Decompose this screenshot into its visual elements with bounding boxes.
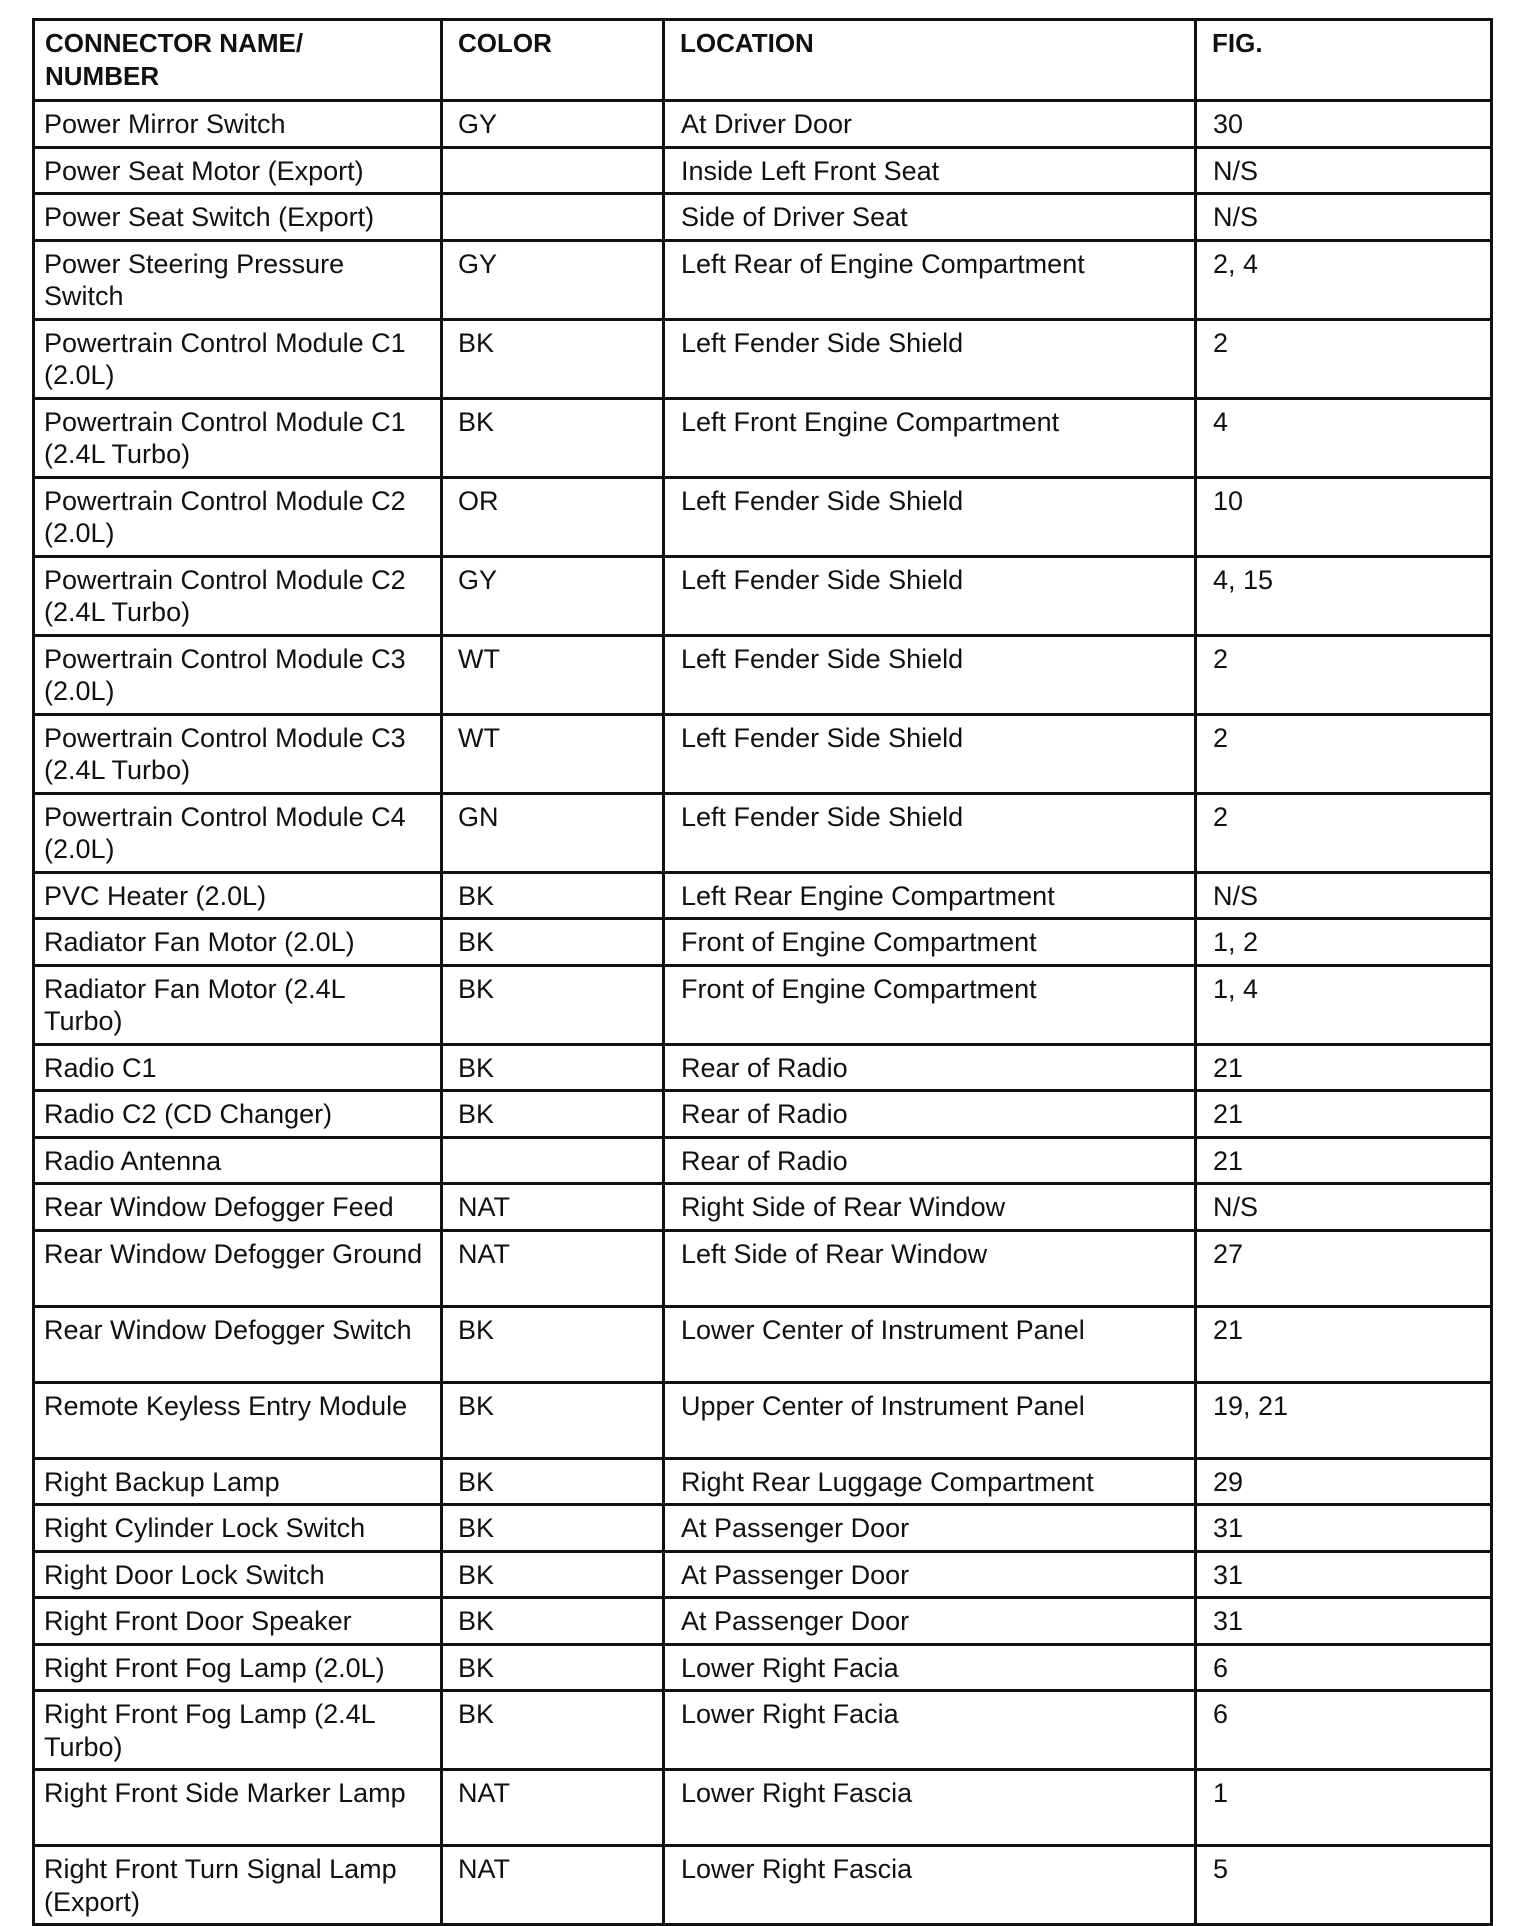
table-row — [34, 965, 1492, 1044]
cell-fig: 19, 21 — [1196, 1382, 1492, 1458]
cell-color: WT — [442, 714, 664, 793]
connector-table — [32, 18, 1493, 1926]
cell-color: BK — [442, 398, 664, 477]
cell-color: BK — [442, 1458, 664, 1505]
cell-fig: 4, 15 — [1196, 556, 1492, 635]
table-row — [34, 1230, 1492, 1306]
cell-color: GY — [442, 240, 664, 319]
table-row — [34, 477, 1492, 556]
cell-connector-name: Right Front Fog Lamp (2.0L) — [34, 1644, 442, 1691]
cell-location: Left Side of Rear Window — [664, 1230, 1196, 1306]
cell-fig: 1, 4 — [1196, 965, 1492, 1044]
cell-location: Front of Engine Compartment — [664, 919, 1196, 966]
cell-fig: 4 — [1196, 398, 1492, 477]
table-row — [34, 1306, 1492, 1382]
cell-connector-name: Rear Window Defogger Feed — [34, 1184, 442, 1231]
cell-location: Left Front Engine Compartment — [664, 398, 1196, 477]
cell-fig: 5 — [1196, 1846, 1492, 1925]
cell-fig: 1 — [1196, 1770, 1492, 1846]
table-row — [34, 1505, 1492, 1552]
cell-location: Lower Right Facia — [664, 1644, 1196, 1691]
table-row — [34, 240, 1492, 319]
cell-fig: 6 — [1196, 1691, 1492, 1770]
cell-location: At Passenger Door — [664, 1551, 1196, 1598]
cell-location: Left Fender Side Shield — [664, 714, 1196, 793]
table-row — [34, 1846, 1492, 1925]
table-row — [34, 872, 1492, 919]
cell-connector-name: Power Steering Pressure Switch — [34, 240, 442, 319]
cell-fig: 2 — [1196, 714, 1492, 793]
cell-connector-name: Rear Window Defogger Switch — [34, 1306, 442, 1382]
cell-color: BK — [442, 965, 664, 1044]
cell-connector-name: Powertrain Control Module C3 (2.0L) — [34, 635, 442, 714]
cell-color — [442, 147, 664, 194]
cell-connector-name: Remote Keyless Entry Module — [34, 1382, 442, 1458]
table-row — [34, 635, 1492, 714]
cell-location: Front of Engine Compartment — [664, 965, 1196, 1044]
header-location: LOCATION — [664, 20, 1196, 101]
cell-color — [442, 1137, 664, 1184]
table-row — [34, 1644, 1492, 1691]
cell-connector-name: Powertrain Control Module C3 (2.4L Turbo) — [34, 714, 442, 793]
table-row — [34, 1458, 1492, 1505]
table-row — [34, 793, 1492, 872]
header-fig: FIG. — [1196, 20, 1492, 101]
cell-fig: 21 — [1196, 1137, 1492, 1184]
cell-location: Inside Left Front Seat — [664, 147, 1196, 194]
cell-location: Left Fender Side Shield — [664, 635, 1196, 714]
cell-fig: 1, 2 — [1196, 919, 1492, 966]
cell-connector-name: Right Front Fog Lamp (2.4L Turbo) — [34, 1691, 442, 1770]
cell-fig: N/S — [1196, 872, 1492, 919]
cell-connector-name: Right Backup Lamp — [34, 1458, 442, 1505]
cell-connector-name: Right Front Side Marker Lamp — [34, 1770, 442, 1846]
cell-connector-name: Radiator Fan Motor (2.0L) — [34, 919, 442, 966]
cell-color: BK — [442, 1644, 664, 1691]
cell-connector-name: Powertrain Control Module C2 (2.4L Turbo) — [34, 556, 442, 635]
table-body — [34, 101, 1492, 1925]
cell-color: NAT — [442, 1846, 664, 1925]
table-row — [34, 1691, 1492, 1770]
cell-color: WT — [442, 635, 664, 714]
table-row — [34, 398, 1492, 477]
cell-fig: 21 — [1196, 1044, 1492, 1091]
header-row — [34, 20, 1492, 101]
header-connector-name: CONNECTOR NAME/ NUMBER — [34, 20, 442, 101]
table-header — [34, 20, 1492, 101]
cell-fig: 2 — [1196, 635, 1492, 714]
cell-location: Lower Right Fascia — [664, 1846, 1196, 1925]
cell-fig: 31 — [1196, 1551, 1492, 1598]
cell-fig: 2 — [1196, 319, 1492, 398]
table-row — [34, 319, 1492, 398]
cell-color: NAT — [442, 1770, 664, 1846]
header-color: COLOR — [442, 20, 664, 101]
cell-fig: 29 — [1196, 1458, 1492, 1505]
cell-location: At Passenger Door — [664, 1505, 1196, 1552]
table-row — [34, 1137, 1492, 1184]
table-row — [34, 1044, 1492, 1091]
cell-fig: 21 — [1196, 1091, 1492, 1138]
cell-connector-name: Right Door Lock Switch — [34, 1551, 442, 1598]
cell-fig: 10 — [1196, 477, 1492, 556]
table-row — [34, 147, 1492, 194]
cell-location: Lower Center of Instrument Panel — [664, 1306, 1196, 1382]
cell-connector-name: Rear Window Defogger Ground — [34, 1230, 442, 1306]
cell-fig: N/S — [1196, 147, 1492, 194]
table-row — [34, 194, 1492, 241]
cell-location: Left Fender Side Shield — [664, 556, 1196, 635]
table-row — [34, 1770, 1492, 1846]
table-row — [34, 101, 1492, 148]
cell-fig: 31 — [1196, 1505, 1492, 1552]
cell-location: Side of Driver Seat — [664, 194, 1196, 241]
cell-color: BK — [442, 1044, 664, 1091]
cell-color: BK — [442, 1598, 664, 1645]
cell-color: GN — [442, 793, 664, 872]
table-row — [34, 1598, 1492, 1645]
cell-fig: 2, 4 — [1196, 240, 1492, 319]
cell-location: Rear of Radio — [664, 1137, 1196, 1184]
cell-location: Right Rear Luggage Compartment — [664, 1458, 1196, 1505]
cell-location: Lower Right Fascia — [664, 1770, 1196, 1846]
cell-connector-name: Power Mirror Switch — [34, 101, 442, 148]
cell-location: Left Fender Side Shield — [664, 793, 1196, 872]
cell-color: NAT — [442, 1184, 664, 1231]
table-row — [34, 1382, 1492, 1458]
cell-connector-name: Right Front Door Speaker — [34, 1598, 442, 1645]
cell-fig: 6 — [1196, 1644, 1492, 1691]
cell-color: BK — [442, 872, 664, 919]
cell-color: BK — [442, 1382, 664, 1458]
cell-connector-name: Power Seat Motor (Export) — [34, 147, 442, 194]
cell-color: BK — [442, 1505, 664, 1552]
cell-fig: 31 — [1196, 1598, 1492, 1645]
cell-location: Rear of Radio — [664, 1091, 1196, 1138]
cell-location: Right Side of Rear Window — [664, 1184, 1196, 1231]
table-row — [34, 714, 1492, 793]
cell-connector-name: Powertrain Control Module C4 (2.0L) — [34, 793, 442, 872]
cell-connector-name: Right Cylinder Lock Switch — [34, 1505, 442, 1552]
cell-fig: 30 — [1196, 101, 1492, 148]
table-row — [34, 919, 1492, 966]
cell-location: Left Fender Side Shield — [664, 477, 1196, 556]
cell-color: BK — [442, 1551, 664, 1598]
cell-connector-name: Powertrain Control Module C1 (2.4L Turbo) — [34, 398, 442, 477]
cell-color: BK — [442, 1306, 664, 1382]
cell-fig: 21 — [1196, 1306, 1492, 1382]
cell-connector-name: Powertrain Control Module C1 (2.0L) — [34, 319, 442, 398]
cell-color: GY — [442, 101, 664, 148]
cell-color: BK — [442, 1091, 664, 1138]
cell-fig: 2 — [1196, 793, 1492, 872]
cell-connector-name: Power Seat Switch (Export) — [34, 194, 442, 241]
cell-location: Left Rear of Engine Compartment — [664, 240, 1196, 319]
cell-connector-name: Radio C1 — [34, 1044, 442, 1091]
table-row — [34, 1184, 1492, 1231]
cell-color: BK — [442, 319, 664, 398]
cell-color: NAT — [442, 1230, 664, 1306]
cell-color: BK — [442, 919, 664, 966]
cell-location: At Passenger Door — [664, 1598, 1196, 1645]
cell-connector-name: Radiator Fan Motor (2.4L Turbo) — [34, 965, 442, 1044]
cell-fig: 27 — [1196, 1230, 1492, 1306]
cell-location: Upper Center of Instrument Panel — [664, 1382, 1196, 1458]
cell-connector-name: Right Front Turn Signal Lamp (Export) — [34, 1846, 442, 1925]
cell-fig: N/S — [1196, 194, 1492, 241]
cell-location: At Driver Door — [664, 101, 1196, 148]
table-row — [34, 556, 1492, 635]
cell-color — [442, 194, 664, 241]
table-row — [34, 1551, 1492, 1598]
cell-location: Rear of Radio — [664, 1044, 1196, 1091]
cell-connector-name: Radio C2 (CD Changer) — [34, 1091, 442, 1138]
cell-color: OR — [442, 477, 664, 556]
cell-fig: N/S — [1196, 1184, 1492, 1231]
cell-location: Left Fender Side Shield — [664, 319, 1196, 398]
cell-location: Left Rear Engine Compartment — [664, 872, 1196, 919]
cell-location: Lower Right Facia — [664, 1691, 1196, 1770]
cell-connector-name: PVC Heater (2.0L) — [34, 872, 442, 919]
cell-connector-name: Radio Antenna — [34, 1137, 442, 1184]
cell-color: BK — [442, 1691, 664, 1770]
table-row — [34, 1091, 1492, 1138]
cell-connector-name: Powertrain Control Module C2 (2.0L) — [34, 477, 442, 556]
cell-color: GY — [442, 556, 664, 635]
